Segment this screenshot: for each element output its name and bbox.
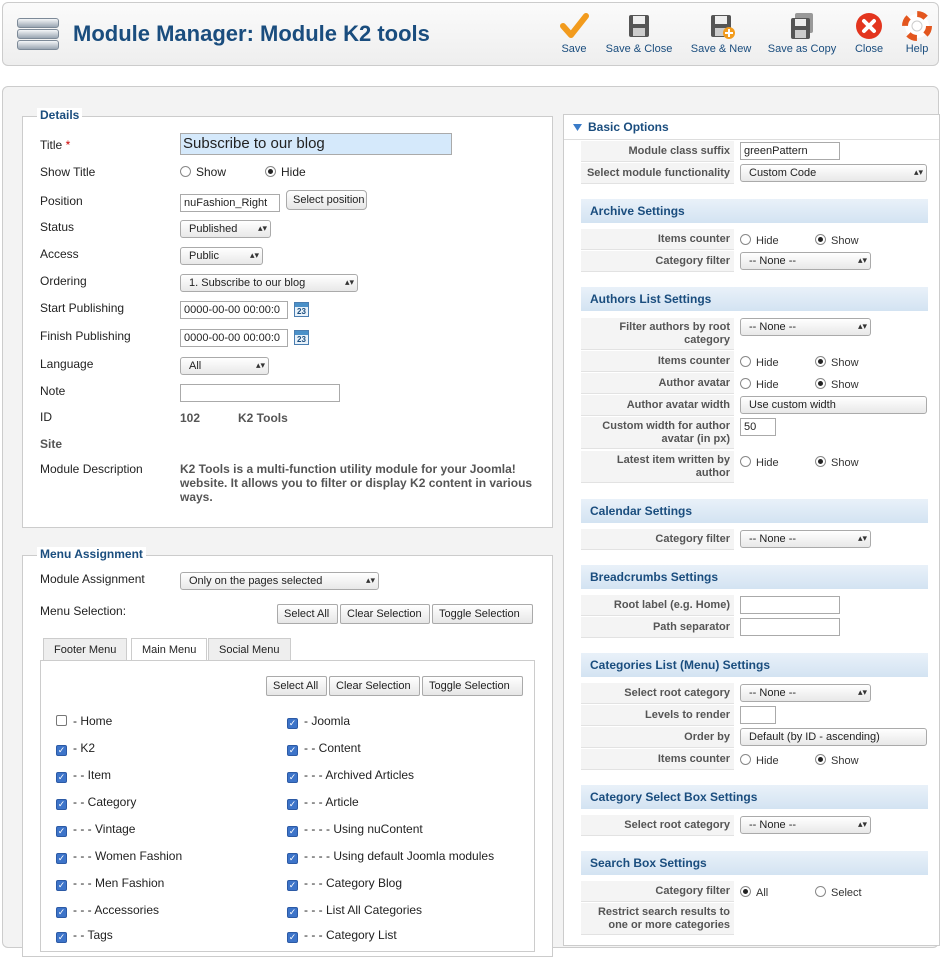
author-avatar-width-select[interactable]: Use custom width xyxy=(740,396,927,414)
menu-item-checkbox[interactable]: ✓ - - - Women Fashion xyxy=(57,849,183,863)
language-label: Language xyxy=(40,357,94,371)
categories-root-category-label: Select root category xyxy=(581,683,734,704)
module-description: K2 Tools is a multi-function utility module for your Joomla! website. It allows you to filter or display K2 content in various ways. xyxy=(180,462,533,504)
title-input[interactable]: Subscribe to our blog xyxy=(180,133,452,155)
id-value: 102 xyxy=(180,411,201,425)
module-class-suffix-label: Module class suffix xyxy=(581,141,734,162)
authors-items-counter-hide-radio[interactable]: Hide xyxy=(740,356,779,369)
module-description-label: Module Description xyxy=(40,462,143,476)
calendar-icon[interactable]: 23 xyxy=(294,302,309,317)
updown-arrow-icon: ▴▾ xyxy=(857,321,867,331)
status-label: Status xyxy=(40,220,75,234)
finish-publishing-label: Finish Publishing xyxy=(40,329,131,343)
updown-arrow-icon: ▴▾ xyxy=(344,277,354,287)
close-button[interactable]: Close xyxy=(852,11,886,55)
basic-options-header[interactable]: Basic Options xyxy=(564,115,939,140)
author-avatar-show-radio[interactable]: Show xyxy=(815,378,859,391)
language-select[interactable]: All ▴▾ xyxy=(180,357,269,375)
save-as-copy-button[interactable]: Save as Copy xyxy=(765,11,839,55)
archive-category-filter-select[interactable]: -- None -- ▴▾ xyxy=(740,252,871,270)
module-assignment-select[interactable]: Only on the pages selected ▴▾ xyxy=(180,572,379,590)
module-type: K2 Tools xyxy=(238,411,288,425)
archive-settings-header: Archive Settings xyxy=(581,199,928,223)
menu-item-checkbox[interactable]: ✓ - - - - Using default Joomla modules xyxy=(288,849,495,863)
root-label-input[interactable] xyxy=(740,596,840,614)
updown-arrow-icon: ▴▾ xyxy=(255,360,265,370)
authors-items-counter-label: Items counter xyxy=(581,351,734,372)
calendar-settings-header: Calendar Settings xyxy=(581,499,928,523)
levels-to-render-input[interactable] xyxy=(740,706,776,724)
lifebuoy-icon xyxy=(902,11,932,41)
menu-item-checkbox[interactable]: - Home xyxy=(56,714,112,728)
menu-item-checkbox[interactable]: ✓ - - - Category List xyxy=(288,928,397,942)
search-box-settings-header: Search Box Settings xyxy=(581,851,928,875)
status-select[interactable]: Published ▴▾ xyxy=(180,220,271,238)
updown-arrow-icon: ▴▾ xyxy=(257,223,267,233)
tab-social-menu[interactable]: Social Menu xyxy=(208,638,291,660)
menu-item-checkbox[interactable]: ✓ - K2 xyxy=(57,741,96,755)
filter-authors-select[interactable]: -- None -- ▴▾ xyxy=(740,318,871,336)
select-position-button[interactable]: Select position xyxy=(286,190,367,210)
levels-to-render-label: Levels to render xyxy=(581,705,734,726)
calendar-icon[interactable]: 23 xyxy=(294,330,309,345)
latest-item-hide-radio[interactable]: Hide xyxy=(740,456,779,469)
authors-items-counter-show-radio[interactable]: Show xyxy=(815,356,859,369)
details-legend: Details xyxy=(37,108,82,122)
category-select-box-settings-header: Category Select Box Settings xyxy=(581,785,928,809)
updown-arrow-icon: ▴▾ xyxy=(857,255,867,265)
categories-items-counter-label: Items counter xyxy=(581,749,734,770)
triangle-down-icon xyxy=(573,124,582,131)
module-assignment-label: Module Assignment xyxy=(40,572,145,586)
access-label: Access xyxy=(40,247,79,261)
updown-arrow-icon: ▴▾ xyxy=(913,167,923,177)
restrict-search-label: Restrict search results to one or more categories xyxy=(581,903,734,935)
search-category-filter-all-radio[interactable]: All xyxy=(740,886,768,899)
toggle-selection-button[interactable]: Toggle Selection xyxy=(432,604,533,624)
module-functionality-select[interactable]: Custom Code ▴▾ xyxy=(740,164,927,182)
order-by-label: Order by xyxy=(581,727,734,748)
archive-items-counter-hide-radio[interactable]: Hide xyxy=(740,234,779,247)
authors-list-settings-header: Authors List Settings xyxy=(581,287,928,311)
help-button[interactable]: Help xyxy=(900,11,934,55)
page-title: Module Manager: Module K2 tools xyxy=(73,21,430,46)
categories-items-counter-show-radio[interactable]: Show xyxy=(815,754,859,767)
access-select[interactable]: Public ▴▾ xyxy=(180,247,263,265)
menu-item-checkbox[interactable]: ✓ - - Item xyxy=(57,768,111,782)
start-publishing-label: Start Publishing xyxy=(40,301,125,315)
root-label-label: Root label (e.g. Home) xyxy=(581,595,734,616)
archive-items-counter-show-radio[interactable]: Show xyxy=(815,234,859,247)
show-title-show-radio[interactable]: Show xyxy=(180,165,226,179)
start-publishing-input[interactable]: 0000-00-00 00:00:0 xyxy=(180,301,288,319)
search-category-filter-select-radio[interactable]: Select xyxy=(815,886,862,899)
floppy-disks-copy-icon xyxy=(787,11,817,41)
tab-main-menu[interactable]: Main Menu xyxy=(131,638,207,661)
latest-item-show-radio[interactable]: Show xyxy=(815,456,859,469)
updown-arrow-icon: ▴▾ xyxy=(249,250,259,260)
floppy-disk-icon xyxy=(624,11,654,41)
filter-authors-label: Filter authors by root category xyxy=(581,318,734,350)
menu-item-checkbox[interactable]: ✓ - - Content xyxy=(288,741,361,755)
archive-items-counter-label: Items counter xyxy=(581,229,734,250)
module-class-suffix-input[interactable]: greenPattern xyxy=(740,142,840,160)
menu-item-checkbox[interactable]: ✓ - - - Men Fashion xyxy=(57,876,165,890)
module-functionality-label: Select module functionality xyxy=(581,163,734,184)
updown-arrow-icon: ▴▾ xyxy=(365,575,375,585)
menu-item-checkbox[interactable]: ✓ - - Tags xyxy=(57,928,113,942)
calendar-category-filter-label: Category filter xyxy=(581,529,734,550)
author-avatar-width-label: Author avatar width xyxy=(581,395,734,416)
categories-items-counter-hide-radio[interactable]: Hide xyxy=(740,754,779,767)
clear-selection-button[interactable]: Clear Selection xyxy=(340,604,430,624)
select-box-root-category-label: Select root category xyxy=(581,815,734,836)
module-manager-logo-icon xyxy=(17,16,59,52)
id-label: ID xyxy=(40,410,52,424)
archive-category-filter-label: Category filter xyxy=(581,251,734,272)
custom-width-input[interactable]: 50 xyxy=(740,418,776,436)
menu-item-checkbox[interactable]: ✓ - - - Accessories xyxy=(57,903,160,917)
path-separator-label: Path separator xyxy=(581,617,734,638)
menu-item-checkbox[interactable]: ✓ - - - - Using nuContent xyxy=(288,822,423,836)
save-button[interactable]: Save xyxy=(556,11,592,55)
menu-item-checkbox[interactable]: ✓ - - - Category Blog xyxy=(288,876,403,890)
menu-item-checkbox[interactable]: ✓ - - - Vintage xyxy=(57,822,136,836)
title-label: Title * xyxy=(40,138,71,152)
updown-arrow-icon: ▴▾ xyxy=(857,819,867,829)
position-label: Position xyxy=(40,194,83,208)
close-icon xyxy=(854,11,884,41)
custom-width-label: Custom width for author avatar (in px) xyxy=(581,417,734,449)
path-separator-input[interactable] xyxy=(740,618,840,636)
updown-arrow-icon: ▴▾ xyxy=(857,533,867,543)
order-by-select[interactable]: Default (by ID - ascending) xyxy=(740,728,927,746)
panel-toggle-selection-button[interactable]: Toggle Selection xyxy=(422,676,523,696)
ordering-select[interactable]: 1. Subscribe to our blog ▴▾ xyxy=(180,274,358,292)
tab-footer-menu[interactable]: Footer Menu xyxy=(43,638,127,660)
site-label: Site xyxy=(40,437,63,451)
menu-item-checkbox[interactable]: ✓ - - - List All Categories xyxy=(288,903,423,917)
save-close-button[interactable]: Save & Close xyxy=(603,11,675,55)
show-title-hide-radio[interactable]: Hide xyxy=(265,165,306,179)
latest-item-label: Latest item written by author xyxy=(581,451,734,483)
author-avatar-hide-radio[interactable]: Hide xyxy=(740,378,779,391)
finish-publishing-input[interactable]: 0000-00-00 00:00:0 xyxy=(180,329,288,347)
menu-item-checkbox[interactable]: ✓ - Joomla xyxy=(288,714,351,728)
menu-selection-label: Menu Selection: xyxy=(40,604,127,618)
toolbar xyxy=(2,2,939,66)
categories-list-settings-header: Categories List (Menu) Settings xyxy=(581,653,928,677)
show-title-label: Show Title xyxy=(40,165,96,179)
position-input[interactable]: nuFashion_Right xyxy=(180,194,280,212)
updown-arrow-icon: ▴▾ xyxy=(857,687,867,697)
breadcrumbs-settings-header: Breadcrumbs Settings xyxy=(581,565,928,589)
categories-root-category-select[interactable]: -- None -- ▴▾ xyxy=(740,684,871,702)
checkmark-icon xyxy=(559,11,589,41)
save-new-button[interactable]: Save & New xyxy=(686,11,756,55)
ordering-label: Ordering xyxy=(40,274,87,288)
author-avatar-label: Author avatar xyxy=(581,373,734,394)
panel-clear-selection-button[interactable]: Clear Selection xyxy=(329,676,420,696)
note-input[interactable] xyxy=(180,384,340,402)
menu-item-checkbox[interactable]: ✓ - - Category xyxy=(57,795,137,809)
menu-assignment-legend: Menu Assignment xyxy=(37,547,146,561)
search-category-filter-label: Category filter xyxy=(581,881,734,902)
floppy-disk-plus-icon xyxy=(706,11,736,41)
select-all-button[interactable]: Select All xyxy=(277,604,338,624)
select-box-root-category-select[interactable]: -- None -- ▴▾ xyxy=(740,816,871,834)
menu-item-checkbox[interactable]: ✓ - - - Archived Articles xyxy=(288,768,415,782)
note-label: Note xyxy=(40,384,66,398)
menu-item-checkbox[interactable]: ✓ - - - Article xyxy=(288,795,359,809)
panel-select-all-button[interactable]: Select All xyxy=(266,676,327,696)
calendar-category-filter-select[interactable]: -- None -- ▴▾ xyxy=(740,530,871,548)
